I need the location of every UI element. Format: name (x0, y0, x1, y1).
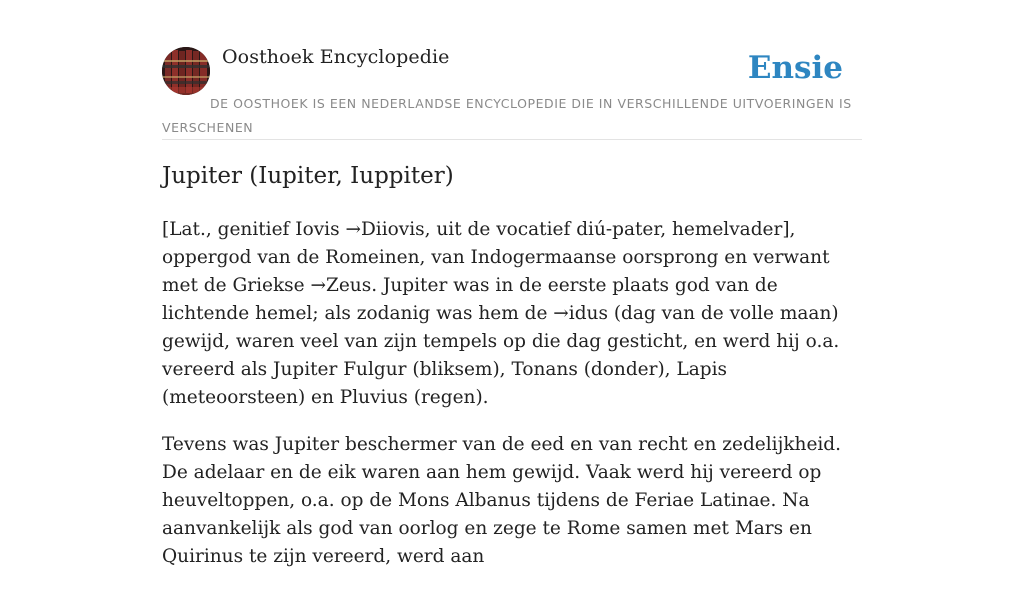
article-body (162, 216, 862, 590)
page (162, 0, 862, 567)
article-paragraph: Tevens was Jupiter beschermer van de eed en van recht en zedelijkheid. De adelaar en de eik waren aan hem gewijd. Vaak werd hij vereerd op heuveltoppen, o.a. op de Mons Albanus tijdens de Feriae Latinae. Na aanvankelijk als god van oorlog en zege te Rome samen met Mars en Quirinus te zijn vereerd, werd aan (162, 434, 842, 567)
article-title: Jupiter (Iupiter, Iuppiter) (162, 163, 454, 189)
article-paragraph: [Lat., genitief Iovis →Diiovis, uit de vocatief diú-pater, hemelvader], oppergod van de Romeinen, van Indogermaanse oorsprong en verwant met de Griekse →Zeus. Jupiter was in de eerste plaats god van de lichtende hemel; als zodanig was hem de →idus (dag van de volle maan) gewijd, waren veel van zijn tempels op die dag gesticht, en werd hij o.a. vereerd als Jupiter Fulgur (bliksem), Tonans (donder), Lapis (meteoorsteen) en Pluvius (regen). (162, 219, 840, 408)
avatar[interactable] (162, 47, 210, 95)
book-spines-icon (162, 47, 210, 95)
site-tagline: DE OOSTHOEK IS EEN NEDERLANDSE ENCYCLOPEDIE DIE IN VERSCHILLENDE UITVOERINGEN IS VERSCHENEN (162, 96, 852, 135)
site-name[interactable]: Oosthoek Encyclopedie (222, 46, 450, 68)
brand-logo[interactable]: Ensie (747, 50, 843, 86)
site-header (162, 0, 862, 140)
